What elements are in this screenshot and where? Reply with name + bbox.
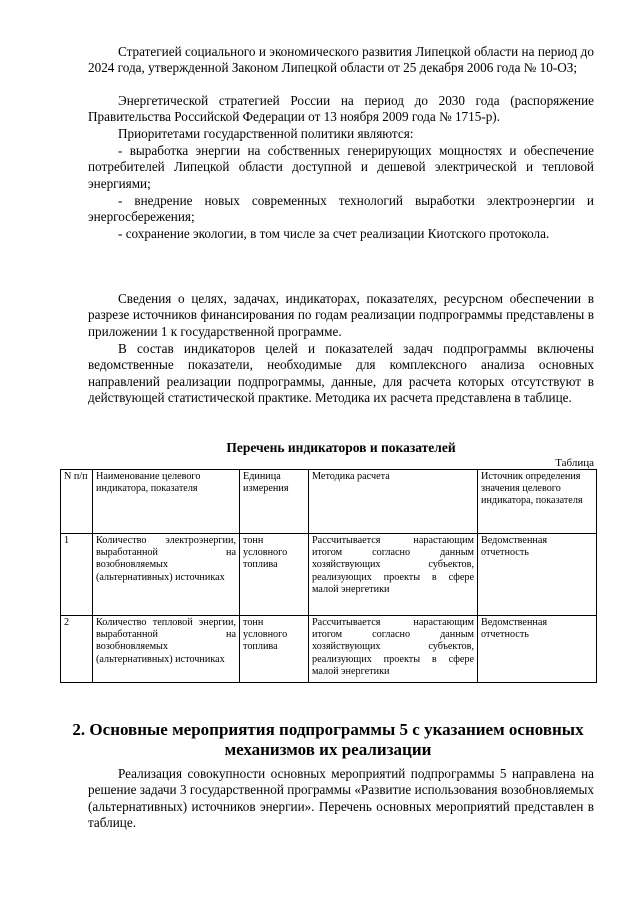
list-item-generation: - выработка энергии на собственных генерирующих мощностях и обеспечение потребителей Липецкой области доступной и дешевой электрической и тепловой энергиями; — [88, 143, 594, 191]
header-method: Методика расчета — [309, 470, 478, 534]
indicators-table — [60, 469, 597, 683]
table-row — [61, 616, 597, 683]
cell-method: Рассчитывается нарастающим итогом согласно данным хозяйствующих субъектов, реализующих проекты в сфере малой энергетики — [309, 616, 478, 683]
table-row — [61, 534, 597, 616]
paragraph-indicators: В состав индикаторов целей и показателей задач подпрограммы включены ведомственные показатели, необходимые для комплексного анализа основных направлений реализации подпрограммы, данные, для расчета которых отсутствуют в действующей статистической практике. Методика их расчета представлена в таблице. — [88, 341, 594, 406]
header-source: Источник определения значения целевого индикатора, показателя — [478, 470, 597, 534]
section-heading: 2. Основные мероприятия подпрограммы 5 с указанием основных механизмов их реализации — [72, 720, 584, 759]
list-item-technologies: - внедрение новых современных технологий выработки электроэнергии и энергосбережения; — [88, 193, 594, 225]
cell-unit: тонн условного топлива — [240, 534, 309, 616]
list-item-ecology: - сохранение экологии, в том числе за счет реализации Киотского протокола. — [118, 226, 550, 241]
header-unit: Единица измерения — [240, 470, 309, 534]
cell-source: Ведомственная отчетность — [478, 534, 597, 616]
cell-unit: тонн условного топлива — [240, 616, 309, 683]
table-label: Таблица — [555, 457, 594, 469]
table-header-row — [61, 470, 597, 534]
cell-num: 1 — [61, 534, 93, 616]
header-indicator-name: Наименование целевого индикатора, показателя — [93, 470, 240, 534]
cell-num: 2 — [61, 616, 93, 683]
paragraph-strategy-lipetsk: Стратегией социального и экономического развития Липецкой области на период до 2024 года, утвержденной Законом Липецкой области от 25 декабря 2006 года № 10-ОЗ; — [88, 44, 594, 76]
cell-indicator-name: Количество электроэнергии, выработанной на возобновляемых (альтернативных) источниках — [93, 534, 240, 616]
cell-indicator-name: Количество тепловой энергии, выработанной на возобновляемых (альтернативных) источниках — [93, 616, 240, 683]
paragraph-section-text: Реализация совокупности основных мероприятий подпрограммы 5 направлена на решение задачи 3 государственной программы «Развитие использования возобновляемых (альтернативных) источников энергии». Перечень основных мероприятий представлен в таблице. — [88, 766, 594, 831]
paragraph-goals-info: Сведения о целях, задачах, индикаторах, показателях, ресурсном обеспечении в разрезе источников финансирования по годам реализации подпрограммы представлены в приложении 1 к государственной программе. — [88, 291, 594, 339]
table-caption: Перечень индикаторов и показателей — [226, 440, 456, 455]
header-num: N п/п — [61, 470, 93, 534]
paragraph-priorities: Приоритетами государственной политики являются: — [118, 126, 414, 141]
cell-source: Ведомственная отчетность — [478, 616, 597, 683]
cell-method: Рассчитывается нарастающим итогом согласно данным хозяйствующих субъектов, реализующих проекты в сфере малой энергетики — [309, 534, 478, 616]
paragraph-energy-strategy: Энергетической стратегией России на период до 2030 года (распоряжение Правительства Российской Федерации от 13 ноября 2009 года № 1715-р). — [88, 93, 594, 125]
